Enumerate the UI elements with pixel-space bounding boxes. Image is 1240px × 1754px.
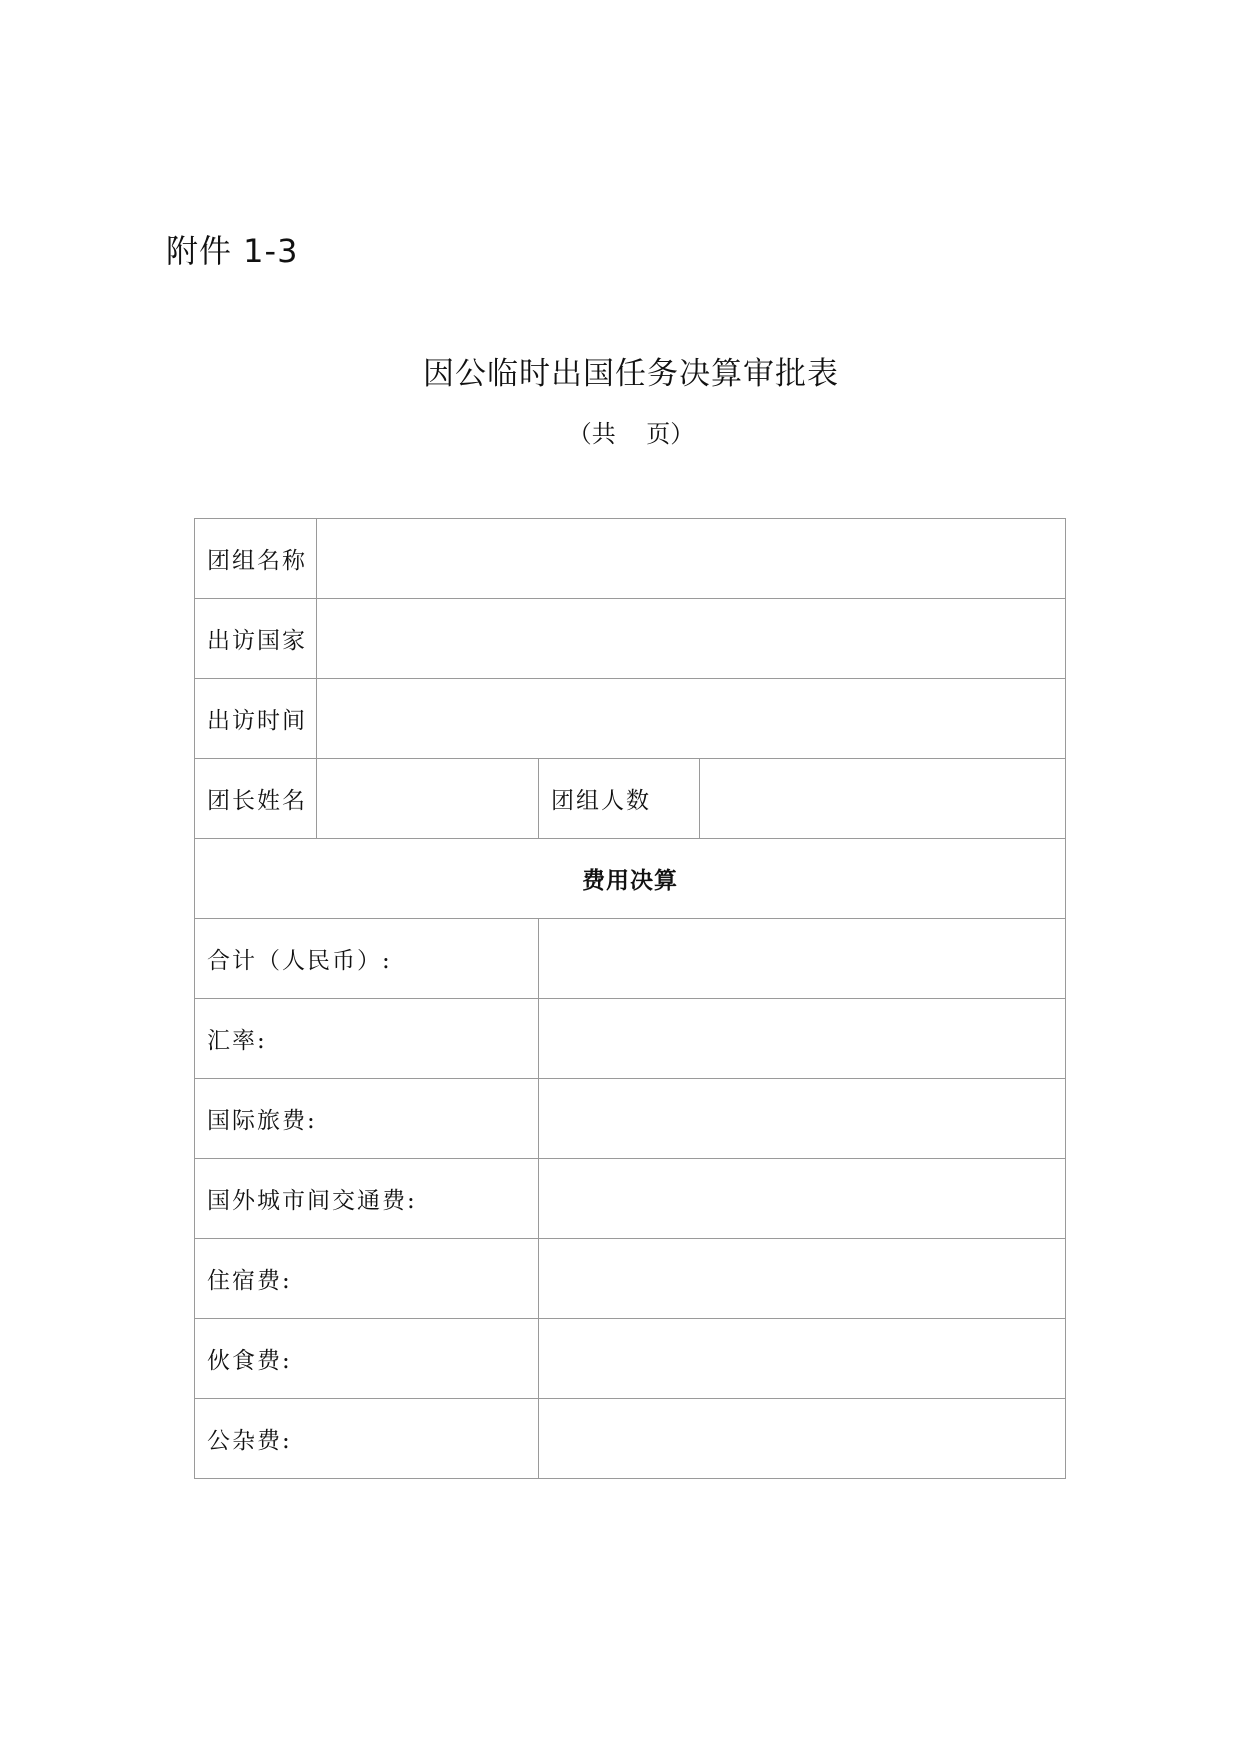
group-size-label: 团组人数 xyxy=(539,759,700,839)
page-title: 因公临时出国任务决算审批表 xyxy=(423,356,839,392)
approval-form-table xyxy=(194,518,1066,1479)
section-row xyxy=(195,839,1066,919)
group-name-field[interactable] xyxy=(317,519,1066,599)
expense-label-meals: 伙食费: xyxy=(195,1319,539,1399)
leader-name-field[interactable] xyxy=(317,759,539,839)
leader-name-label: 团长姓名 xyxy=(195,759,317,839)
expense-label-accommodation: 住宿费: xyxy=(195,1239,539,1319)
expense-field-intercity-transport[interactable] xyxy=(539,1159,1066,1239)
expense-label-exchange-rate: 汇率: xyxy=(195,999,539,1079)
expense-row xyxy=(195,1239,1066,1319)
expense-row xyxy=(195,999,1066,1079)
expense-field-international-travel[interactable] xyxy=(539,1079,1066,1159)
visit-country-label: 出访国家 xyxy=(195,599,317,679)
expense-field-miscellaneous[interactable] xyxy=(539,1399,1066,1479)
expense-field-total[interactable] xyxy=(539,919,1066,999)
expense-label-total: 合计（人民币）: xyxy=(195,919,539,999)
page-count-note: （共 页） xyxy=(567,420,695,448)
expense-row xyxy=(195,919,1066,999)
group-size-field[interactable] xyxy=(700,759,1066,839)
expense-field-meals[interactable] xyxy=(539,1319,1066,1399)
expense-row xyxy=(195,1159,1066,1239)
expense-row xyxy=(195,1319,1066,1399)
expense-label-miscellaneous: 公杂费: xyxy=(195,1399,539,1479)
visit-country-field[interactable] xyxy=(317,599,1066,679)
expense-section-title: 费用决算 xyxy=(195,839,1066,919)
group-name-row xyxy=(195,519,1066,599)
expense-field-accommodation[interactable] xyxy=(539,1239,1066,1319)
expense-row xyxy=(195,1399,1066,1479)
attachment-label: 附件 1-3 xyxy=(166,232,299,270)
visit-time-row xyxy=(195,679,1066,759)
expense-label-intercity-transport: 国外城市间交通费: xyxy=(195,1159,539,1239)
expense-label-international-travel: 国际旅费: xyxy=(195,1079,539,1159)
expense-field-exchange-rate[interactable] xyxy=(539,999,1066,1079)
group-name-label: 团组名称 xyxy=(195,519,317,599)
leader-row xyxy=(195,759,1066,839)
expense-row xyxy=(195,1079,1066,1159)
visit-time-label: 出访时间 xyxy=(195,679,317,759)
visit-time-field[interactable] xyxy=(317,679,1066,759)
visit-country-row xyxy=(195,599,1066,679)
